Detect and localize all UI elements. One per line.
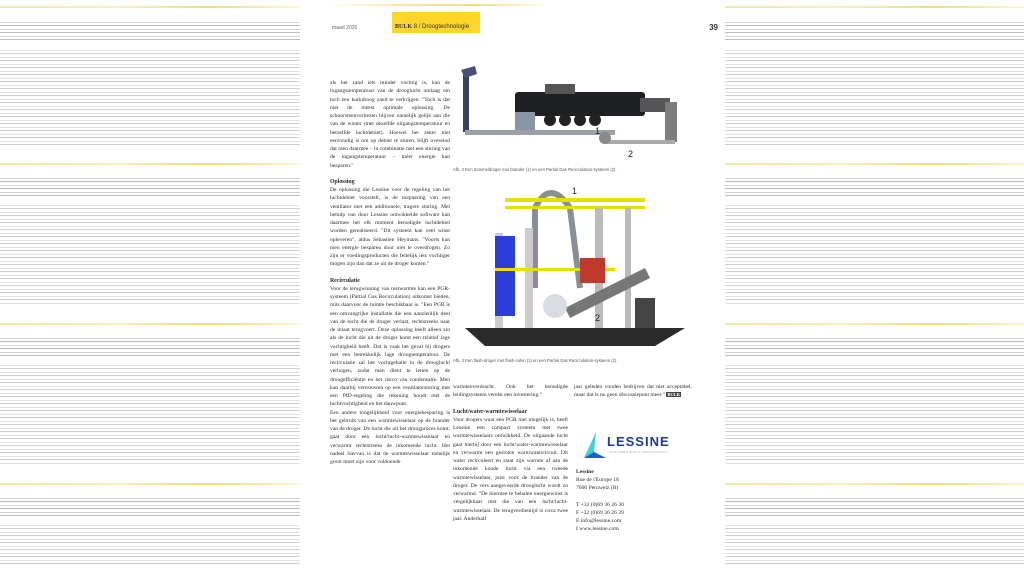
logo-word: LESSINE bbox=[607, 434, 670, 449]
section-header bbox=[392, 12, 480, 33]
phone: T +32 (0)69 36 26 30 bbox=[576, 501, 624, 508]
section-name: / Droogtechnologie bbox=[418, 24, 470, 30]
subheading-recirculatie: Recirculatie bbox=[330, 277, 360, 284]
issue-date: maart 2020 bbox=[332, 25, 358, 31]
paragraph: als het zand iets minder vochtig is, kan de ingangstemperatuur van de drooglucht omlaag om toch een kurkdroog zand te verkrijgen. "Toch is dat niet de meest optimale oplossing. De schoorsteenverliezen blijven namelijk gelijk aan die van de winter (met dezelfde uitgangstemperatuur en hetzelfde luchtdebiet). Hoewel het zeker niet eenvoudig is om op debiet te sturen, blijft overeind dat men daarmee – in combinatie met een sturing van de ingangstemperatuur – méér energie kan besparen." bbox=[330, 80, 450, 169]
paragraph: De oplossing die Lessine voor de regeling van het luchtdebiet voorstelt, is de toepassing van een ventilator met een additionele, tragere sturing. Met behulp van door Lessine ontwikkelde software kan daarmee het elk moment benodigde luchtdebiet worden gerealiseerd. "Dit systeem kan veel winst opleveren", aldus Sébastien Heymans. "Voorts kan men energie besparen door niet te overdrogen. Zo zijn er voedingsproducten die feitelijk iets vochtiger mogen zijn dan dat ze uit de droger komen." bbox=[330, 187, 450, 268]
issue-number: 8 bbox=[413, 24, 418, 30]
top-divider bbox=[325, 4, 550, 6]
email-link[interactable]: E info@lessine.com bbox=[576, 518, 622, 525]
city: 7600 Peruwelz (B) bbox=[576, 485, 619, 492]
figure-label-2: 2 bbox=[595, 313, 601, 323]
paragraph: jaar geleden vonden bedrijven dat niet acceptabel, maar dat is nu geen discussiepunt meer." bbox=[574, 384, 692, 399]
logo-tagline: TAILORED BULK TECHNOLOGY bbox=[609, 450, 669, 454]
website-link[interactable]: I www.lessine.com bbox=[576, 526, 619, 533]
lessine-logo bbox=[582, 432, 692, 462]
magazine-page bbox=[320, 0, 720, 575]
street: Rue de l'Europe 18 bbox=[576, 477, 619, 484]
subheading-oplossing: Oplossing bbox=[330, 178, 355, 185]
subheading-lucht-water: Lucht/water-warmtewisselaar bbox=[453, 408, 528, 415]
logo-triangle-icon bbox=[582, 432, 606, 460]
page-number: 39 bbox=[709, 23, 718, 32]
paragraph: Voor de terugwinning van restwarmte kan een PGR-systeem (Partial Gas Recirculation) uitkomst bieden, mits daarvoor de ruimte beschikbaar is. "Een PGR is een omvangrijke installatie die een aanzienlijk deel van de lucht die de droger verlaat, rechtstreeks naar de inlaat terugvoert. Deze oplossing heeft alleen zin als de lucht die uit de droger komt een relatief lage vochtigheid heeft. Dat is vaak het geval bij drogers met een betrekkelijk lage droogtemperatuur. De recirculatie zal het vochtgehalte in de drooglucht verhogen, zodat men dient te letten op de droogefficiëntie en het risico van condensatie. Men kan daarbij vertrouwen op een ventilatorsturing met een PID-regeling die rekening houdt met de luchtvochtigheid en het dauwpunt. bbox=[330, 285, 450, 408]
adjacent-page-left-blurred bbox=[0, 0, 300, 575]
text-column-2 bbox=[453, 383, 568, 523]
company-name: Lessine bbox=[576, 469, 594, 475]
paragraph: Een andere mogelijkheid voor energiebesparing is het gebruik van een warmtewisselaar op de brander van de droger. De lucht die uit het droogproces komt, gaat door een lucht/lucht-warmtewisselaar en verwarmt rechtstreeks de inkomende lucht. Het nadeel hiervan is dat de warmtewisselaar tamelijk groot moet zijn voor voldoende bbox=[330, 409, 450, 465]
paragraph: Voor drogers waar een PGR niet mogelijk is, heeft Lessine een compact systeem met twee warmtewisselaars ontwikkeld. De uitgaande lucht gaat hierbij door een lucht/water-warmtewisselaar en verwarmt een gesloten warmwatercircuit. Dit water recirculeert en staat zijn warmte af aan de inkomende koude lucht via een tweede warmtewisselaar, juist voor de brander van de droger. De vers aangevoerde drooglucht wordt zo verwarmd. "De hiermee te behalen energiewinst is vergelijkbaar met die van een lucht/lucht-warmtewisselaar. De terugverdientijd is circa twee jaar. Anderhalf bbox=[453, 416, 568, 522]
figure-3-caption: Afb. 3 Een flash-droger met flash-colon (1) en een Partial Gas Recirculation-systeem (2) bbox=[453, 358, 617, 363]
text-column-1 bbox=[330, 79, 450, 466]
figure-label-1: 1 bbox=[572, 186, 578, 196]
figure-drum-dryer bbox=[455, 62, 705, 160]
figure-label-1: 1 bbox=[595, 126, 601, 136]
figure-label-2: 2 bbox=[628, 149, 634, 159]
paragraph: warmteoverdracht. Ook het benodigde leidingsysteem vereist een investering." bbox=[453, 384, 568, 399]
fax: F +32 (0)69 36 26 39 bbox=[576, 509, 624, 516]
end-mark: BULK bbox=[667, 392, 681, 398]
text-column-3 bbox=[574, 383, 692, 400]
figure-2-caption: Afb. 2 Een trommeldroger met brander (1) en een Partial Gas Recirculation-systeem (2). bbox=[453, 167, 617, 172]
advertiser-contact bbox=[576, 468, 624, 533]
magazine-name: BULK bbox=[395, 24, 413, 30]
adjacent-page-right-blurred bbox=[725, 0, 1024, 575]
figure-flash-dryer bbox=[455, 178, 705, 348]
